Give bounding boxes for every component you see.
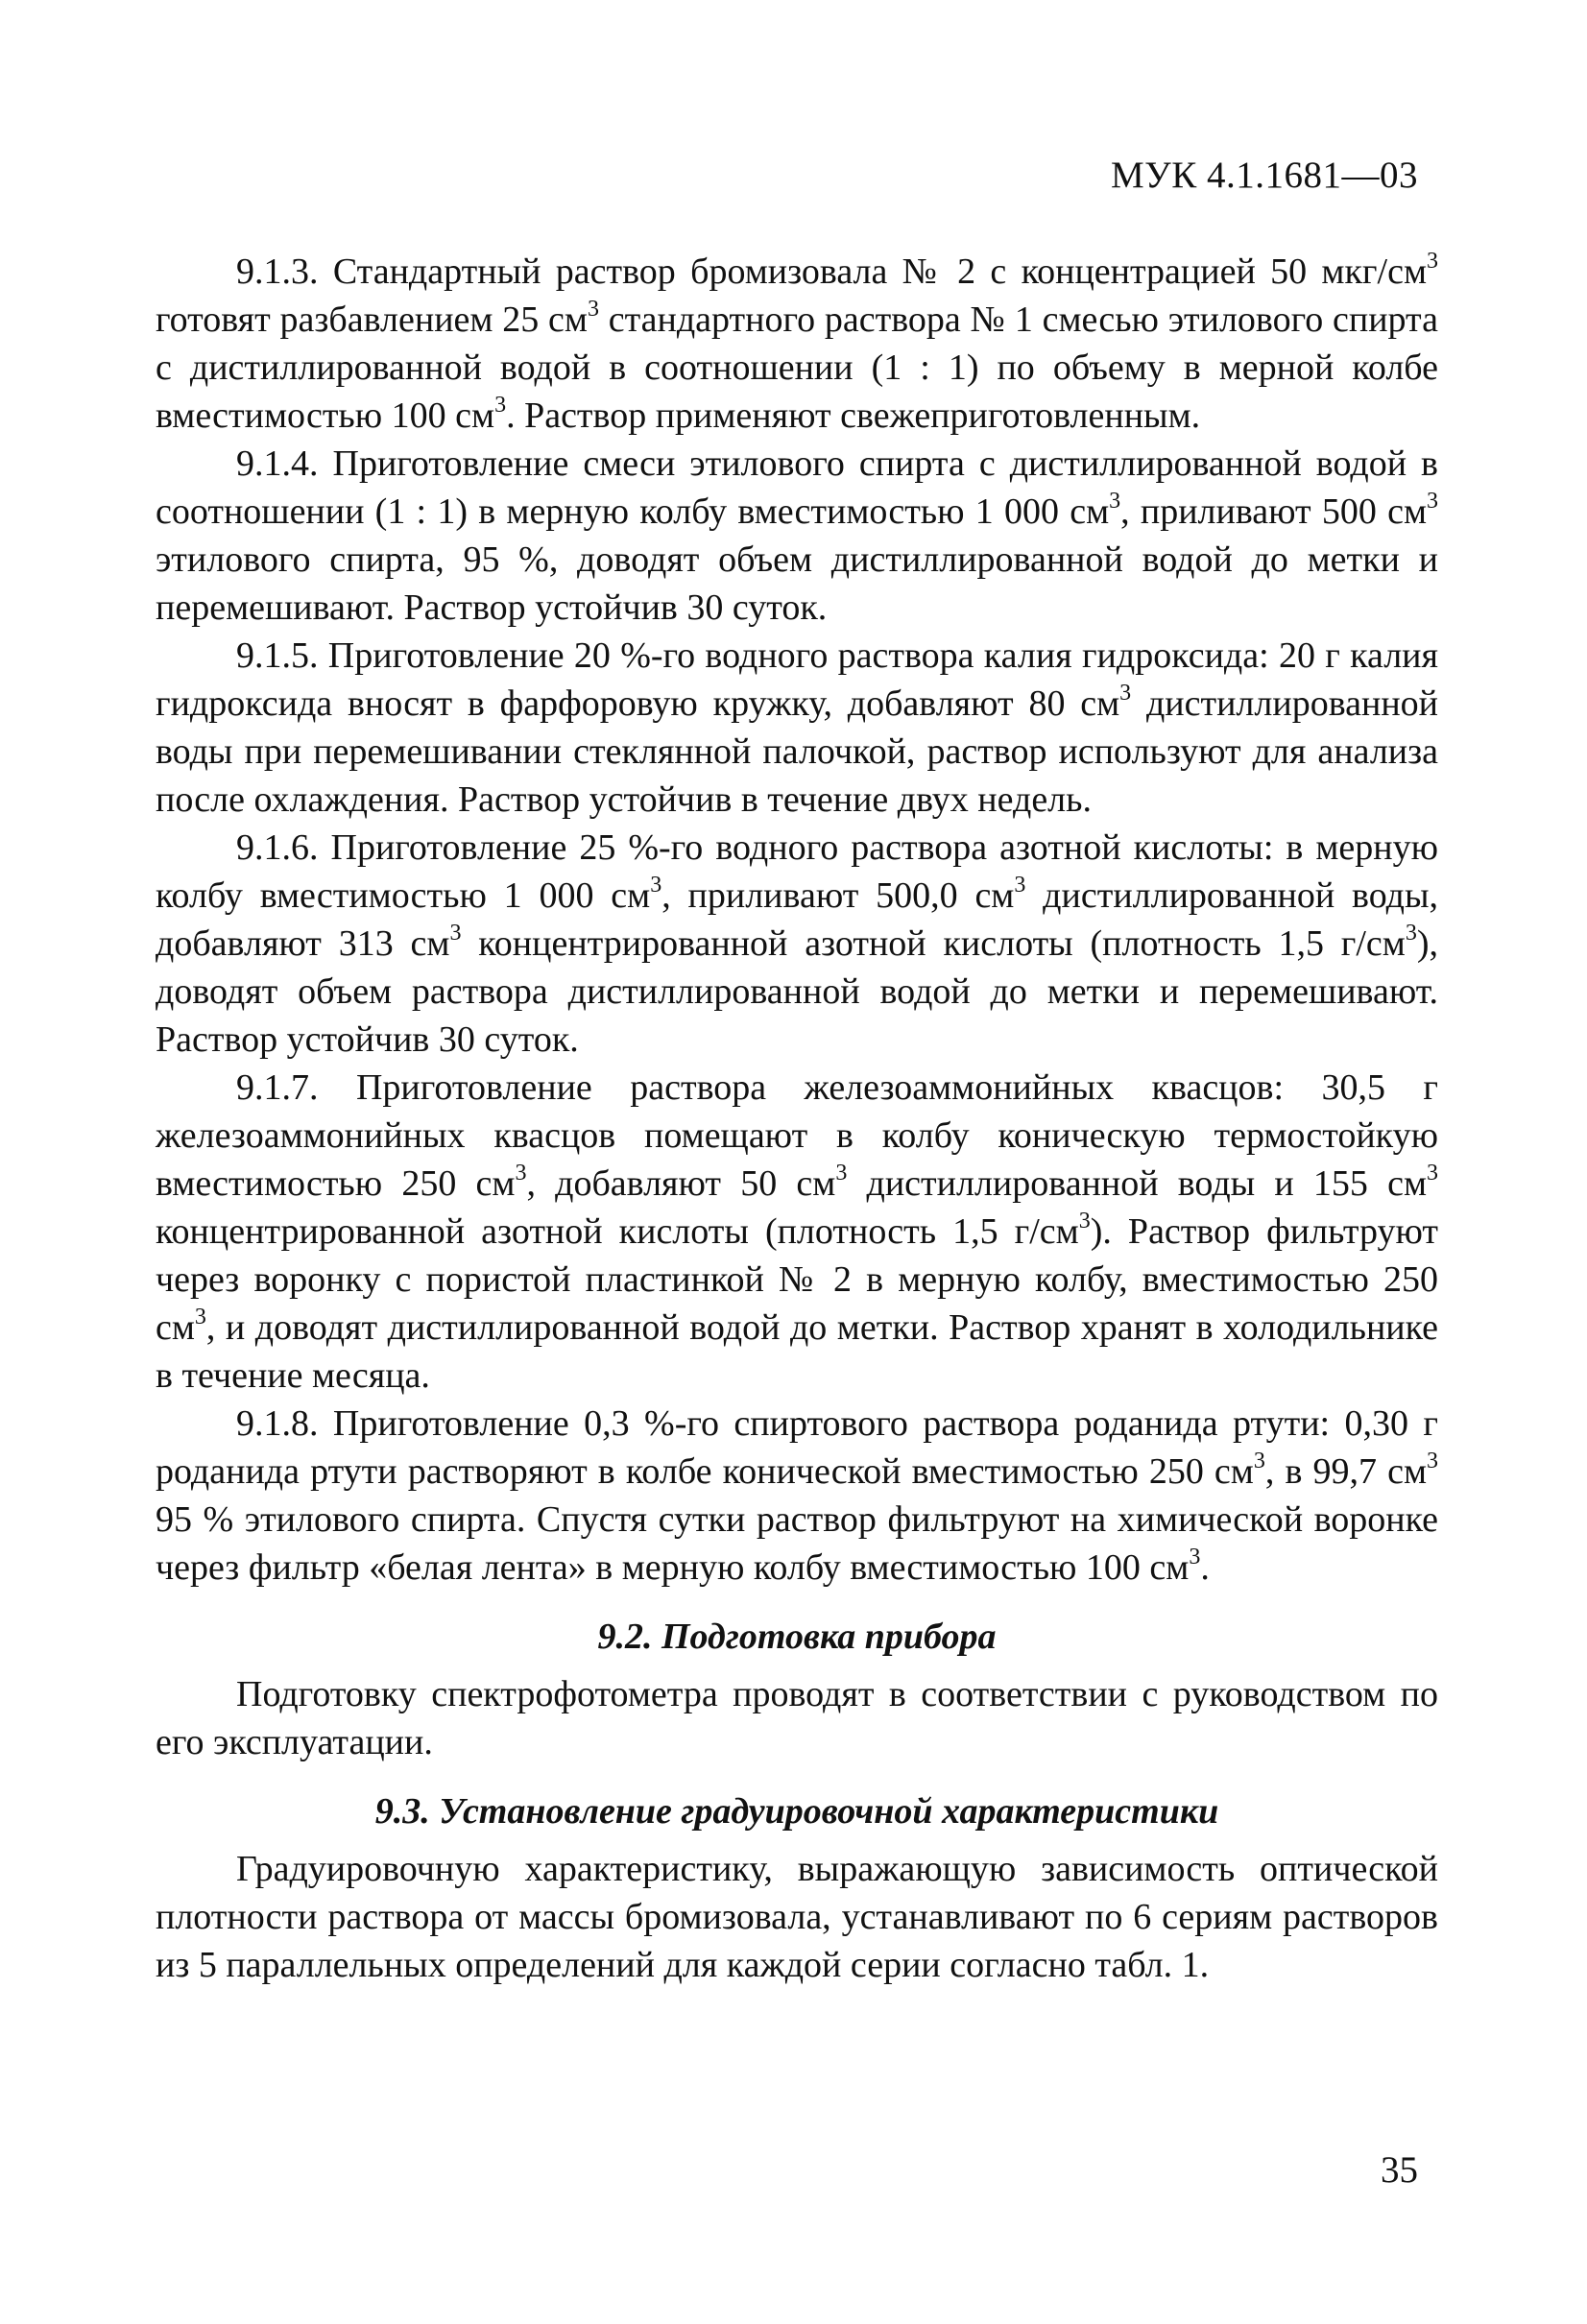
paragraph-number: 9.1.4. bbox=[236, 443, 319, 484]
subsection-list bbox=[156, 248, 1438, 1592]
superscript: 3 bbox=[1427, 1449, 1439, 1473]
paragraph-text: . bbox=[1200, 1547, 1210, 1588]
superscript: 3 bbox=[1427, 489, 1438, 514]
section-text-9-3: Градуировочную характеристику, выражающую зависимость оптической плотности раствора от массы бромизовала, устанавливают по 6 сериям растворов из 5 параллельных определений для каждой серии согласно табл. 1. bbox=[156, 1849, 1438, 1985]
paragraph-text: , добавляют 50 см bbox=[526, 1163, 836, 1204]
superscript: 3 bbox=[494, 393, 507, 418]
paragraph-number: 9.1.7. bbox=[236, 1067, 319, 1108]
superscript: 3 bbox=[1119, 681, 1132, 706]
superscript: 3 bbox=[1014, 873, 1026, 898]
section-title-9-2: 9.2. Подготовка прибора bbox=[597, 1617, 997, 1657]
superscript: 3 bbox=[1405, 921, 1417, 946]
page-number: 35 bbox=[1381, 2149, 1418, 2191]
paragraph-text: концентрированной азотной кислоты (плотность 1,5 г/см bbox=[156, 1211, 1079, 1252]
paragraph-text: готовят разбавлением 25 см bbox=[156, 299, 588, 340]
paragraph-text: ), доводят объем раствора дистиллированной водой до метки и перемешивают. Раствор устойчив 30 суток. bbox=[156, 923, 1438, 1060]
superscript: 3 bbox=[650, 873, 662, 898]
superscript: 3 bbox=[449, 921, 462, 946]
superscript: 3 bbox=[194, 1305, 206, 1330]
paragraph-9-1-8 bbox=[156, 1400, 1438, 1592]
paragraph-9-1-5 bbox=[156, 632, 1438, 824]
superscript: 3 bbox=[1427, 1161, 1439, 1186]
paragraph-9-1-4 bbox=[156, 440, 1438, 632]
paragraph-number: 9.1.5. bbox=[236, 635, 319, 676]
paragraph-text: , приливают 500 см bbox=[1120, 491, 1427, 532]
paragraph-text: Приготовление 20 %-го водного раствора калия гидроксида: 20 г калия гидроксида вносят в фарфоровую кружку, добавляют 80 см bbox=[156, 635, 1438, 724]
superscript: 3 bbox=[1253, 1449, 1265, 1473]
paragraph-text: дистиллированной воды и 155 см bbox=[847, 1163, 1428, 1204]
paragraph-number: 9.1.8. bbox=[236, 1403, 319, 1444]
paragraph-text: . Раствор применяют свежеприготовленным. bbox=[506, 395, 1201, 436]
paragraph-text: концентрированной азотной кислоты (плотность 1,5 г/см bbox=[461, 923, 1406, 964]
paragraph-text: этилового спирта, 95 %, доводят объем дистиллированной водой до метки и перемешивают. Раствор устойчив 30 суток. bbox=[156, 539, 1438, 628]
superscript: 3 bbox=[587, 297, 599, 322]
paragraph-9-1-3 bbox=[156, 248, 1438, 440]
paragraph-text: Приготовление смеси этилового спирта с дистиллированной водой в соотношении (1 : 1) в мерную колбу вместимостью 1 000 см bbox=[156, 443, 1438, 532]
paragraph-text: , приливают 500,0 см bbox=[661, 875, 1015, 916]
page-content bbox=[156, 248, 1438, 1989]
superscript: 3 bbox=[1109, 489, 1121, 514]
document-code-header: МУК 4.1.1681—03 bbox=[1110, 155, 1418, 196]
paragraph-text: Приготовление раствора железоаммонийных квасцов: 30,5 г железоаммонийных квасцов помещают в колбу коническую термостойкую вместимостью 250 см bbox=[156, 1067, 1438, 1204]
paragraph-9-1-6 bbox=[156, 824, 1438, 1064]
paragraph-number: 9.1.6. bbox=[236, 827, 319, 868]
paragraph-text: , в 99,7 см bbox=[1264, 1451, 1428, 1492]
superscript: 3 bbox=[1427, 249, 1438, 274]
paragraph-9-1-7 bbox=[156, 1064, 1438, 1400]
section-title-9-3: 9.3. Установление градуировочной характеристики bbox=[374, 1791, 1219, 1832]
paragraph-text: дистиллированной воды при перемешивании стеклянной палочкой, раствор используют для анализа после охлаждения. Раствор устойчив в течение двух недель. bbox=[156, 683, 1439, 820]
superscript: 3 bbox=[835, 1161, 848, 1186]
paragraph-text: Стандартный раствор бромизовала № 2 с концентрацией 50 мкг/см bbox=[318, 252, 1427, 292]
superscript: 3 bbox=[1078, 1209, 1091, 1234]
paragraph-text: дистиллированной воды, добавляют 313 см bbox=[156, 875, 1439, 964]
paragraph-text: стандартного раствора № 1 смесью этилового спирта с дистиллированной водой в соотношении (1 : 1) по объему в мерной колбе вместимостью 100 см bbox=[156, 299, 1438, 436]
paragraph-number: 9.1.3. bbox=[236, 252, 319, 292]
superscript: 3 bbox=[515, 1161, 527, 1186]
paragraph-text: ). Раствор фильтруют через воронку с пористой пластинкой № 2 в мерную колбу, вместимостью 250 см bbox=[156, 1211, 1438, 1348]
paragraph-text: Приготовление 0,3 %-го спиртового раствора роданида ртути: 0,30 г роданида ртути растворяют в колбе конической вместимостью 250 см bbox=[156, 1403, 1438, 1492]
superscript: 3 bbox=[1189, 1545, 1201, 1569]
paragraph-text: Приготовление 25 %-го водного раствора азотной кислоты: в мерную колбу вместимостью 1 000 см bbox=[156, 827, 1438, 916]
section-text-9-2: Подготовку спектрофотометра проводят в соответствии с руководством по его эксплуатации. bbox=[156, 1674, 1438, 1762]
paragraph-text: , и доводят дистиллированной водой до метки. Раствор хранят в холодильнике в течение месяца. bbox=[156, 1307, 1438, 1396]
paragraph-text: 95 % этилового спирта. Спустя сутки раствор фильтруют на химической воронке через фильтр «белая лента» в мерную колбу вместимостью 100 см bbox=[156, 1499, 1438, 1588]
